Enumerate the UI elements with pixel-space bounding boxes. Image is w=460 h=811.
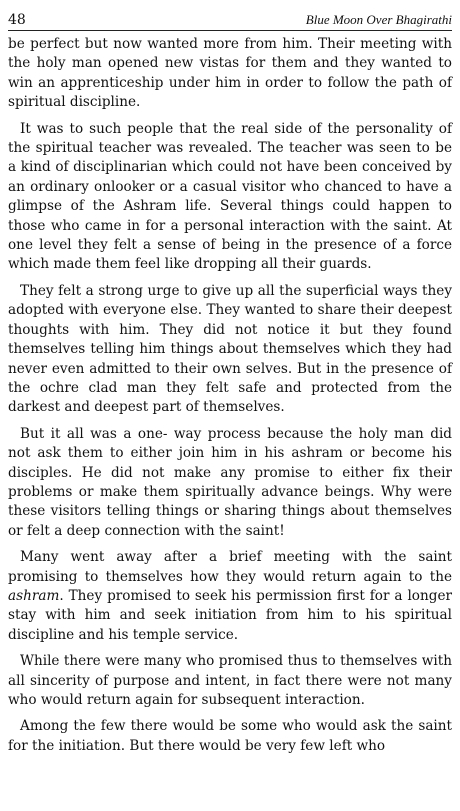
paragraph-7: Among the few there would be some who would ask the saint for the initiation. But there would be very few left who <box>8 718 452 754</box>
page-header <box>8 0 452 31</box>
paragraph-3: They felt a strong urge to give up all the superficial ways they adopted with everyone else. They wanted to share their deepest thoughts with him. They did not notice it but they found themselves telling him things about themselves which they had never even admitted to their own selves. But in the presence of the ochre clad man they felt safe and protected from the darkest and deepest part of themselves. <box>8 282 452 416</box>
paragraph-5 <box>8 548 452 645</box>
running-title: Blue Moon Over Bhagirathi <box>305 12 452 27</box>
body-text <box>8 35 452 756</box>
paragraph-5-italic-term: ashram <box>8 587 60 604</box>
paragraph-1: be perfect but now wanted more from him. Their meeting with the holy man opened new vistas for them and they wanted to win an apprenticeship under him in order to follow the path of spiritual discipline. <box>8 36 452 111</box>
paragraph-4: But it all was a one- way process because the holy man did not ask them to either join him in his ashram or become his disciples. He did not make any promise to either fix their problems or make them spiritually advance beings. Why were these visitors telling things or sharing things about themselves or felt a deep connection with the saint! <box>8 425 452 539</box>
paragraph-5-text-a: Many went away after a brief meeting with the saint promising to themselves how they would return again to the <box>8 549 452 585</box>
page-number: 48 <box>8 12 26 28</box>
paragraph-5-text-b: . They promised to seek his permission first for a longer stay with him and seek initiation from him to his spiritual discipline and his temple service. <box>8 587 452 643</box>
paragraph-6: While there were many who promised thus to themselves with all sincerity of purpose and intent, in fact there were not many who would return again for subsequent interaction. <box>8 653 452 708</box>
paragraph-2: It was to such people that the real side of the personality of the spiritual teacher was revealed. The teacher was seen to be a kind of disciplinarian which could not have been conceived by an ordinary onlooker or a casual visitor who chanced to have a glimpse of the Ashram life. Several things could happen to those who came in for a personal interaction with the saint. At one level they felt a sense of being in the presence of a force which made them feel like dropping all their guards. <box>8 120 452 273</box>
